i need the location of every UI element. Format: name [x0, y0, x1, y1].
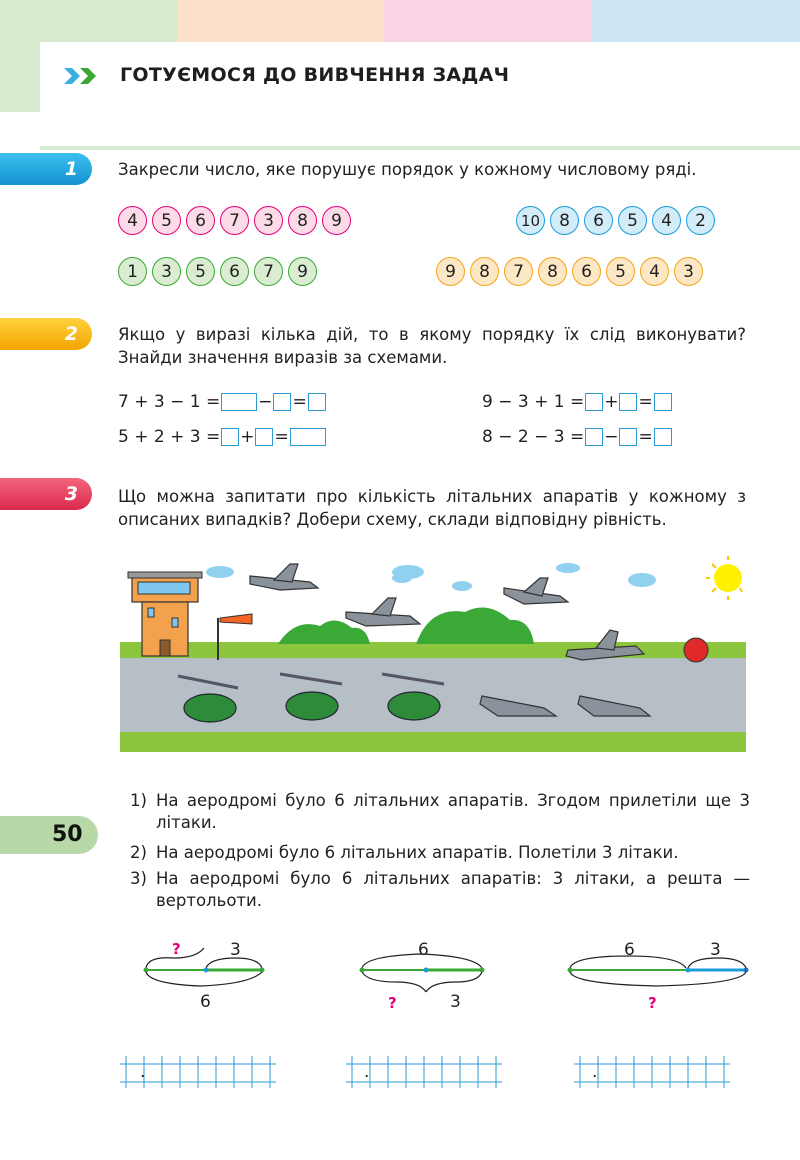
answer-box[interactable]	[585, 393, 603, 411]
answer-box[interactable]	[585, 428, 603, 446]
expression-text: 9 − 3 + 1 =	[482, 392, 585, 412]
header-strip-orange	[178, 0, 384, 42]
number-circle[interactable]: 3	[152, 257, 181, 286]
number-circle[interactable]: 4	[118, 206, 147, 235]
number-circle[interactable]: 8	[550, 206, 579, 235]
task-2-text: Якщо у виразі кілька дій, то в якому порядку їх слід виконувати? Знайди значення виразів за схемами.	[118, 325, 746, 367]
number-circle[interactable]: 7	[220, 206, 249, 235]
number-circle[interactable]: 4	[652, 206, 681, 235]
answer-box[interactable]	[273, 393, 291, 411]
task-2-number: 2	[0, 318, 92, 350]
number-circle[interactable]: 1	[118, 257, 147, 286]
problem-item-1	[130, 790, 750, 834]
number-row-2	[516, 206, 715, 235]
number-circle[interactable]: 9	[436, 257, 465, 286]
item-number: 3)	[130, 869, 147, 888]
page-number: 50	[0, 816, 98, 854]
answer-box[interactable]	[654, 428, 672, 446]
header-divider	[40, 146, 800, 150]
header-side-green	[0, 42, 40, 112]
answer-dot: .	[592, 1062, 598, 1082]
task-1-number: 1	[0, 153, 92, 185]
answer-grid-2[interactable]	[346, 1054, 506, 1090]
number-circle[interactable]: 7	[254, 257, 283, 286]
operator: +	[604, 392, 619, 412]
number-circle[interactable]: 5	[618, 206, 647, 235]
expression-1	[118, 390, 327, 414]
answer-grid-3[interactable]	[574, 1054, 734, 1090]
expression-text: 8 − 2 − 3 =	[482, 427, 585, 447]
answer-box[interactable]	[290, 428, 326, 446]
expression-2	[482, 390, 673, 414]
number-row-1	[118, 206, 351, 235]
number-circle[interactable]: 8	[470, 257, 499, 286]
number-circle[interactable]: 4	[640, 257, 669, 286]
problem-item-2	[130, 842, 750, 864]
number-circle[interactable]: 6	[584, 206, 613, 235]
scheme-3-top-left: 6	[624, 940, 635, 960]
number-circle[interactable]: 6	[572, 257, 601, 286]
answer-box[interactable]	[619, 393, 637, 411]
number-circle[interactable]: 9	[322, 206, 351, 235]
double-chevron-icon	[64, 66, 104, 86]
header-strip-green	[0, 0, 178, 42]
scheme-1-top-left: ?	[172, 940, 181, 958]
expression-3	[118, 425, 327, 449]
scheme-3	[564, 938, 754, 1008]
number-circle[interactable]: 6	[186, 206, 215, 235]
task-3-number: 3	[0, 478, 92, 510]
answer-box[interactable]	[221, 428, 239, 446]
answer-box[interactable]	[255, 428, 273, 446]
number-row-4	[436, 257, 703, 286]
answer-box[interactable]	[619, 428, 637, 446]
item-number: 1)	[130, 791, 147, 810]
scheme-2-bottom-right: 3	[450, 992, 461, 1012]
number-circle[interactable]: 8	[288, 206, 317, 235]
expression-text: 5 + 2 + 3 =	[118, 427, 221, 447]
scheme-2-top: 6	[418, 940, 429, 960]
header-strip-blue	[592, 0, 800, 42]
problem-item-3	[130, 868, 750, 912]
number-circle[interactable]: 10	[516, 206, 545, 235]
item-text: На аеродромі було 6 літальних апаратів. Згодом прилетіли ще 3 літаки.	[156, 791, 750, 832]
header-strip-pink	[384, 0, 592, 42]
item-text: На аеродромі було 6 літальних апаратів. Полетіли 3 літаки.	[156, 843, 679, 862]
answer-box[interactable]	[221, 393, 257, 411]
number-circle[interactable]: 3	[674, 257, 703, 286]
expression-4	[482, 425, 673, 449]
scheme-2-bottom-left: ?	[388, 994, 397, 1012]
answer-box[interactable]	[308, 393, 326, 411]
number-circle[interactable]: 6	[220, 257, 249, 286]
number-circle[interactable]: 9	[288, 257, 317, 286]
operator: +	[240, 427, 255, 447]
operator: −	[604, 427, 619, 447]
answer-box[interactable]	[654, 393, 672, 411]
number-circle[interactable]: 5	[186, 257, 215, 286]
item-number: 2)	[130, 843, 147, 862]
answer-dot: .	[364, 1062, 370, 1082]
operator: =	[638, 392, 653, 412]
number-circle[interactable]: 5	[606, 257, 635, 286]
airfield-illustration	[120, 556, 746, 752]
number-circle[interactable]: 3	[254, 206, 283, 235]
number-row-3	[118, 257, 317, 286]
item-text: На аеродромі було 6 літальних апаратів: 3 літаки, а решта — вертольоти.	[156, 869, 750, 910]
scheme-3-top-right: 3	[710, 940, 721, 960]
number-circle[interactable]: 5	[152, 206, 181, 235]
scheme-3-bottom: ?	[648, 994, 657, 1012]
answer-dot: .	[140, 1062, 146, 1082]
expression-text: 7 + 3 − 1 =	[118, 392, 221, 412]
operator: −	[258, 392, 273, 412]
operator: =	[638, 427, 653, 447]
operator: =	[274, 427, 289, 447]
task-1-text: Закресли число, яке порушує порядок у кожному числовому ряді.	[118, 160, 697, 179]
scheme-1-bottom: 6	[200, 992, 211, 1012]
task-3-text: Що можна запитати про кількість літальних апаратів у кожному з описаних випадків? Добери схему, склади відповідну рівність.	[118, 487, 746, 529]
number-circle[interactable]: 7	[504, 257, 533, 286]
number-circle[interactable]: 2	[686, 206, 715, 235]
page-title: ГОТУЄМОСЯ ДО ВИВЧЕННЯ ЗАДАЧ	[120, 64, 510, 86]
scheme-1-top-right: 3	[230, 940, 241, 960]
operator: =	[292, 392, 307, 412]
number-circle[interactable]: 8	[538, 257, 567, 286]
